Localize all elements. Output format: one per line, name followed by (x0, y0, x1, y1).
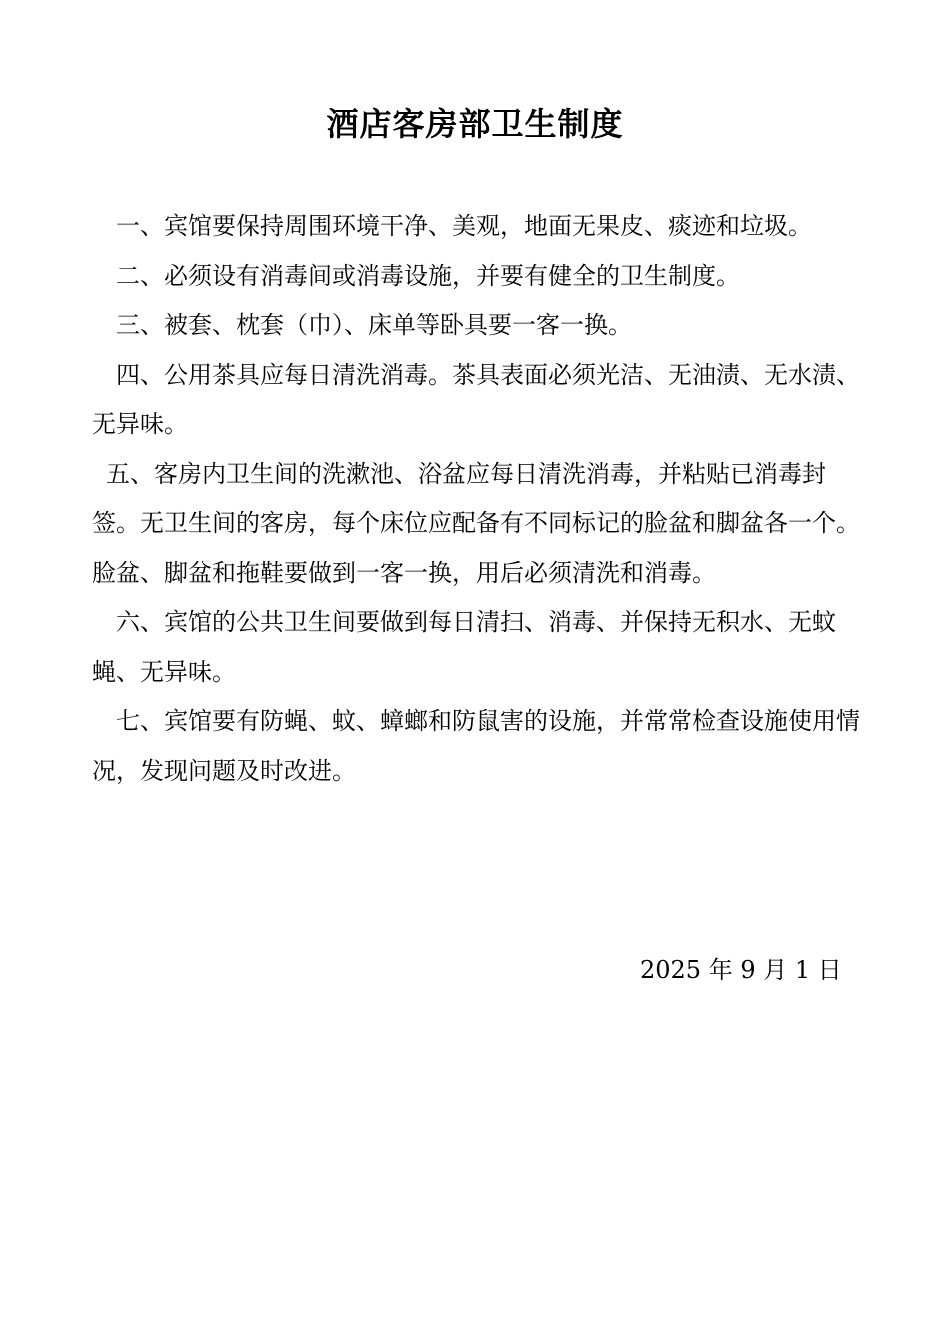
rule-paragraph-6: 六、宾馆的公共卫生间要做到每日清扫、消毒、并保持无积水、无蚊蝇、无异味。 (92, 608, 836, 686)
rule-paragraph-7: 七、宾馆要有防蝇、蚊、蟑螂和防鼠害的设施，并常常检查设施使用情况，发现问题及时改进。 (92, 707, 860, 785)
rule-paragraph-3: 三、被套、枕套（巾）、床单等卧具要一客一换。 (116, 311, 632, 339)
document-body (92, 202, 860, 796)
document-title: 酒店客房部卫生制度 (326, 105, 624, 143)
rule-paragraph-2: 二、必须设有消毒间或消毒设施，并要有健全的卫生制度。 (116, 261, 740, 290)
rule-paragraph-4: 四、公用茶具应每日清洗消毒。茶具表面必须光洁、无油渍、无水渍、无异味。 (92, 360, 860, 438)
rule-paragraph-5: 五、客房内卫生间的洗漱池、浴盆应每日清洗消毒，并粘贴已消毒封签。无卫生间的客房，每个床位应配备有不同标记的脸盆和脚盆各一个。脸盆、脚盆和拖鞋要做到一客一换，用后必须清洗和消毒。 (92, 459, 860, 587)
document-date: 2025 年 9 月 1 日 (640, 956, 842, 984)
rule-paragraph-1: 一、宾馆要保持周围环境干净、美观，地面无果皮、痰迹和垃圾。 (116, 212, 812, 240)
